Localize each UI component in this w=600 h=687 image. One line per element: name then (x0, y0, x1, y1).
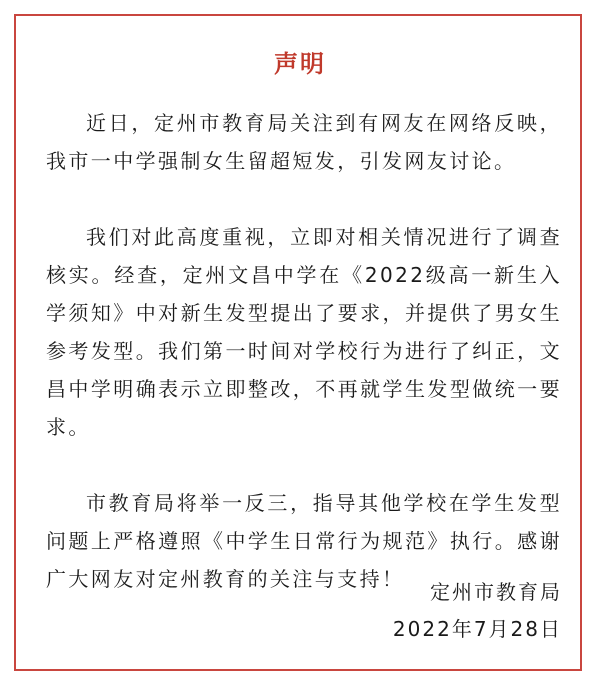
notice-signature (393, 574, 562, 648)
notice-body (46, 104, 562, 636)
paragraph-intro: 近日，定州市教育局关注到有网友在网络反映，我市一中学强制女生留超短发，引发网友讨论。 (46, 111, 562, 173)
signature-date: 2022年7月28日 (392, 617, 562, 641)
paragraph-investigation: 我们对此高度重视，立即对相关情况进行了调查核实。经查，定州文昌中学在《2022级高一新生入学须知》中对新生发型提出了要求，并提供了男女生参考发型。我们第一时间对学校行为进行了纠正，文昌中学明确表示立即整改，不再就学生发型做统一要求。 (46, 225, 562, 439)
paragraph-commitment: 市教育局将举一反三，指导其他学校在学生发型问题上严格遵照《中学生日常行为规范》执行。感谢广大网友对定州教育的关注与支持！ (46, 491, 562, 591)
signature-organization: 定州市教育局 (430, 580, 562, 604)
notice-title: 声明 (274, 50, 326, 78)
